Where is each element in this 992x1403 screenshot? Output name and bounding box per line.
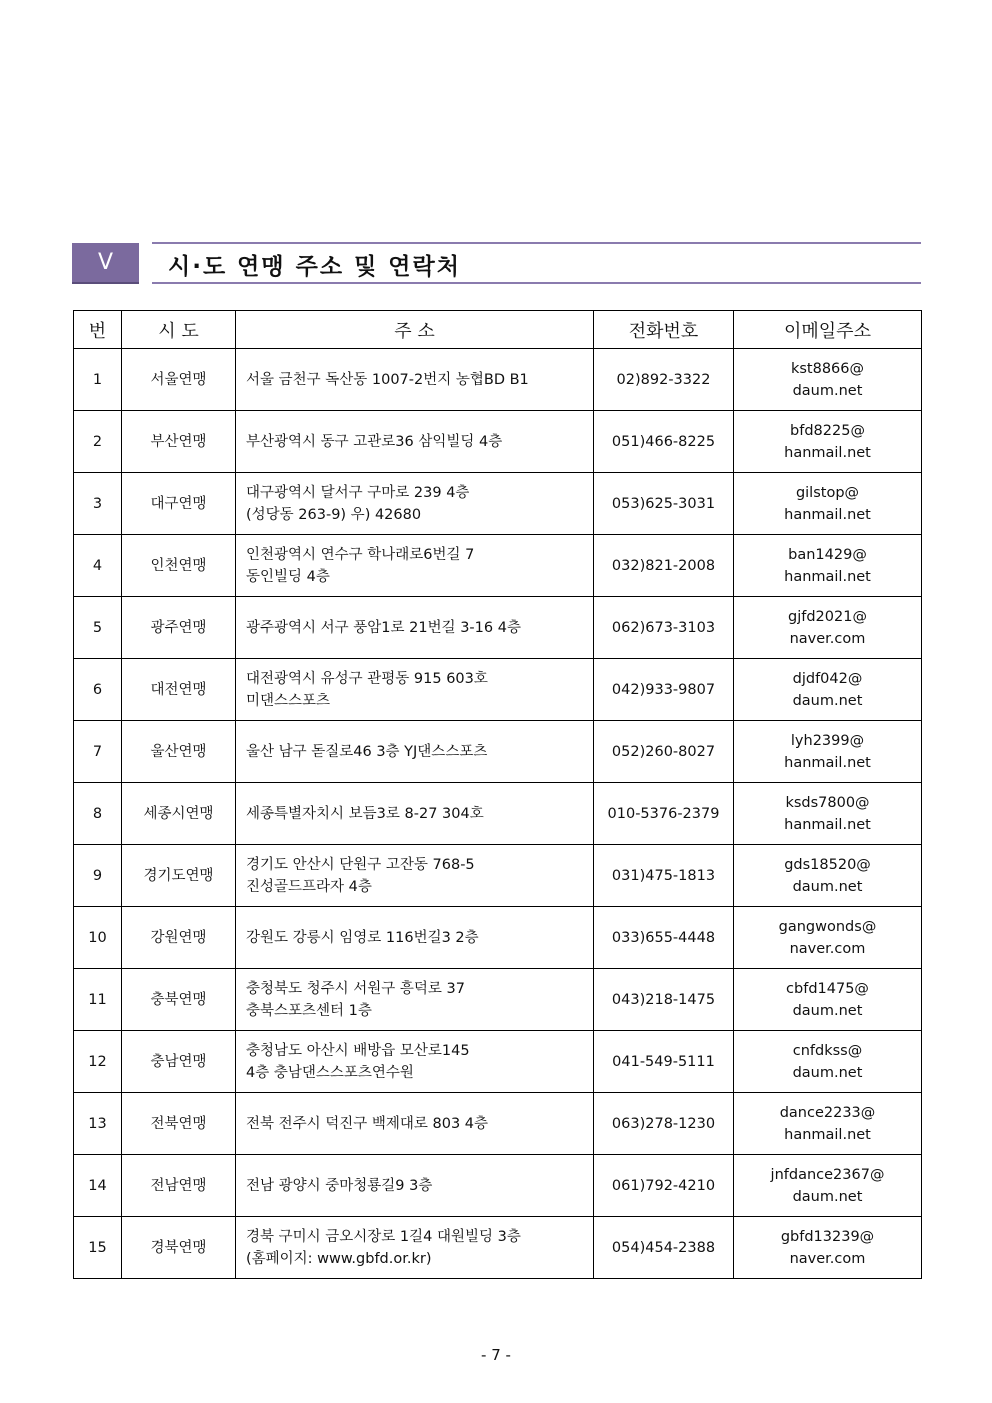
federation-name: 서울연맹 [150, 371, 207, 388]
phone-number: 041-549-5111 [612, 1053, 715, 1070]
cell-phone [594, 1093, 734, 1155]
email-domain: naver.com [789, 940, 866, 957]
address-line-1: 부산광역시 동구 고관로36 삼익빌딩 4층 [246, 433, 503, 450]
cell-phone [594, 783, 734, 845]
email-domain: hanmail.net [784, 816, 871, 833]
email-user: gds18520@ [784, 856, 871, 873]
cell-phone [594, 535, 734, 597]
cell-num [74, 597, 122, 659]
address-line-1: 전남 광양시 중마청룡길9 3층 [246, 1177, 433, 1194]
cell-phone [594, 907, 734, 969]
row-number: 10 [88, 929, 107, 946]
table-row [74, 597, 922, 659]
address-line-1: 경기도 안산시 단원구 고잔동 768-5 [246, 856, 475, 873]
row-number: 9 [92, 867, 103, 884]
row-number: 7 [92, 743, 103, 760]
cell-email [734, 1217, 922, 1279]
table-row [74, 783, 922, 845]
table-row [74, 1217, 922, 1279]
row-number: 8 [92, 805, 103, 822]
contacts-table [73, 310, 922, 1279]
phone-number: 063)278-1230 [611, 1115, 716, 1132]
header-email: 이메일주소 [734, 311, 922, 349]
cell-region [122, 1217, 236, 1279]
row-number: 2 [92, 433, 103, 450]
cell-num [74, 659, 122, 721]
cell-num [74, 1093, 122, 1155]
cell-region [122, 1031, 236, 1093]
cell-region [122, 1155, 236, 1217]
cell-address [236, 907, 594, 969]
row-number: 12 [88, 1053, 107, 1070]
phone-number: 032)821-2008 [611, 557, 716, 574]
cell-num [74, 411, 122, 473]
email-domain: daum.net [792, 1188, 863, 1205]
cell-num [74, 1031, 122, 1093]
address-line-1: 울산 남구 돋질로46 3층 YJ댄스스포츠 [246, 743, 488, 760]
cell-region [122, 659, 236, 721]
address-line-1: 인천광역시 연수구 학나래로6번길 7 [246, 546, 475, 563]
section-header [72, 242, 921, 284]
phone-number: 031)475-1813 [611, 867, 716, 884]
row-number: 5 [92, 619, 103, 636]
cell-address [236, 597, 594, 659]
row-number: 4 [92, 557, 103, 574]
cell-phone [594, 1217, 734, 1279]
phone-number: 02)892-3322 [616, 371, 711, 388]
cell-address [236, 721, 594, 783]
header-address: 주 소 [236, 311, 594, 349]
email-domain: hanmail.net [784, 506, 871, 523]
phone-number: 053)625-3031 [611, 495, 716, 512]
table-row [74, 1093, 922, 1155]
cell-email [734, 969, 922, 1031]
cell-phone [594, 969, 734, 1031]
address-line-2: 충북스포츠센터 1층 [246, 1002, 372, 1019]
phone-number: 052)260-8027 [611, 743, 716, 760]
address-line-2: 4층 충남댄스스포츠연수원 [246, 1064, 414, 1081]
table-body [74, 349, 922, 1279]
email-user: cbfd1475@ [786, 980, 869, 997]
phone-number: 054)454-2388 [611, 1239, 716, 1256]
cell-phone [594, 473, 734, 535]
email-user: djdf042@ [792, 670, 863, 687]
table-row [74, 1155, 922, 1217]
email-user: ban1429@ [788, 546, 867, 563]
cell-address [236, 783, 594, 845]
cell-region [122, 907, 236, 969]
email-domain: hanmail.net [784, 1126, 871, 1143]
cell-phone [594, 597, 734, 659]
address-line-2: 미댄스스포츠 [246, 692, 331, 709]
address-line-1: 대구광역시 달서구 구마로 239 4층 [246, 484, 470, 501]
cell-phone [594, 349, 734, 411]
email-user: bfd8225@ [790, 422, 865, 439]
cell-address [236, 535, 594, 597]
table-row [74, 969, 922, 1031]
federation-name: 세종시연맹 [143, 805, 214, 822]
email-user: kst8866@ [790, 360, 865, 377]
cell-phone [594, 659, 734, 721]
email-user: jnfdance2367@ [770, 1166, 885, 1183]
cell-num [74, 969, 122, 1031]
cell-email [734, 907, 922, 969]
cell-address [236, 1093, 594, 1155]
cell-num [74, 783, 122, 845]
cell-address [236, 473, 594, 535]
table-row [74, 473, 922, 535]
row-number: 13 [88, 1115, 107, 1132]
title-top-rule [152, 242, 921, 244]
email-user: ksds7800@ [785, 794, 870, 811]
phone-number: 043)218-1475 [611, 991, 716, 1008]
cell-address [236, 1217, 594, 1279]
federation-name: 인천연맹 [150, 557, 207, 574]
email-domain: hanmail.net [784, 568, 871, 585]
cell-region [122, 845, 236, 907]
cell-address [236, 1031, 594, 1093]
phone-number: 061)792-4210 [611, 1177, 716, 1194]
row-number: 1 [92, 371, 103, 388]
table-row [74, 349, 922, 411]
address-line-1: 세종특별자치시 보듬3로 8-27 304호 [246, 805, 484, 822]
cell-num [74, 907, 122, 969]
federation-name: 울산연맹 [150, 743, 207, 760]
federation-name: 대전연맹 [150, 681, 207, 698]
title-bottom-rule [152, 282, 921, 284]
cell-email [734, 411, 922, 473]
federation-name: 대구연맹 [150, 495, 207, 512]
email-domain: naver.com [789, 1250, 866, 1267]
cell-phone [594, 411, 734, 473]
cell-email [734, 535, 922, 597]
federation-name: 경기도연맹 [143, 867, 214, 884]
header-num: 번 [74, 311, 122, 349]
page-number: - 7 - [481, 1346, 511, 1364]
cell-num [74, 845, 122, 907]
address-line-1: 경북 구미시 금오시장로 1길4 대원빌딩 3층 [246, 1228, 521, 1245]
cell-phone [594, 1155, 734, 1217]
address-line-2: (홈페이지: www.gbfd.or.kr) [246, 1250, 432, 1267]
cell-address [236, 969, 594, 1031]
header-phone: 전화번호 [594, 311, 734, 349]
email-user: gangwonds@ [778, 918, 877, 935]
email-user: lyh2399@ [790, 732, 865, 749]
federation-name: 전북연맹 [150, 1115, 207, 1132]
phone-number: 033)655-4448 [611, 929, 716, 946]
cell-region [122, 411, 236, 473]
email-user: gjfd2021@ [788, 608, 867, 625]
table-row [74, 659, 922, 721]
row-number: 11 [88, 991, 107, 1008]
cell-region [122, 721, 236, 783]
cell-phone [594, 721, 734, 783]
cell-num [74, 1155, 122, 1217]
email-user: gbfd13239@ [780, 1228, 875, 1245]
cell-region [122, 597, 236, 659]
email-domain: daum.net [792, 1002, 863, 1019]
address-line-1: 강원도 강릉시 임영로 116번길3 2층 [246, 929, 479, 946]
row-number: 15 [88, 1239, 107, 1256]
address-line-2: (성당동 263-9) 우) 42680 [246, 506, 422, 523]
address-line-2: 진성골드프라자 4층 [246, 878, 372, 895]
cell-address [236, 1155, 594, 1217]
email-domain: naver.com [789, 630, 866, 647]
row-number: 6 [92, 681, 103, 698]
cell-num [74, 349, 122, 411]
cell-address [236, 349, 594, 411]
table-header-row [74, 311, 922, 349]
cell-num [74, 473, 122, 535]
federation-name: 전남연맹 [150, 1177, 207, 1194]
phone-number: 051)466-8225 [611, 433, 716, 450]
section-title: 시·도 연맹 주소 및 연락처 [168, 254, 461, 280]
cell-email [734, 1031, 922, 1093]
email-domain: daum.net [792, 382, 863, 399]
cell-num [74, 535, 122, 597]
address-line-2: 동인빌딩 4층 [246, 568, 330, 585]
table-row [74, 845, 922, 907]
phone-number: 010-5376-2379 [607, 805, 720, 822]
cell-email [734, 473, 922, 535]
cell-num [74, 721, 122, 783]
cell-region [122, 473, 236, 535]
cell-email [734, 349, 922, 411]
email-domain: hanmail.net [784, 444, 871, 461]
federation-name: 충남연맹 [150, 1053, 207, 1070]
cell-email [734, 659, 922, 721]
cell-email [734, 845, 922, 907]
cell-email [734, 783, 922, 845]
cell-region [122, 535, 236, 597]
cell-phone [594, 1031, 734, 1093]
email-domain: daum.net [792, 1064, 863, 1081]
cell-address [236, 411, 594, 473]
federation-name: 강원연맹 [150, 929, 207, 946]
table-row [74, 535, 922, 597]
table-row [74, 721, 922, 783]
cell-phone [594, 845, 734, 907]
cell-num [74, 1217, 122, 1279]
cell-region [122, 1093, 236, 1155]
address-line-1: 서울 금천구 독산동 1007-2번지 농협BD B1 [246, 371, 529, 388]
cell-email [734, 1093, 922, 1155]
email-user: dance2233@ [779, 1104, 876, 1121]
email-domain: hanmail.net [784, 754, 871, 771]
federation-name: 광주연맹 [150, 619, 207, 636]
cell-email [734, 1155, 922, 1217]
phone-number: 042)933-9807 [611, 681, 716, 698]
cell-region [122, 783, 236, 845]
email-user: cnfdkss@ [792, 1042, 863, 1059]
table-row [74, 907, 922, 969]
address-line-1: 충청남도 아산시 배방읍 모산로145 [246, 1042, 470, 1059]
address-line-1: 충청북도 청주시 서원구 흥덕로 37 [246, 980, 465, 997]
cell-email [734, 721, 922, 783]
row-number: 14 [88, 1177, 107, 1194]
federation-name: 부산연맹 [150, 433, 207, 450]
email-domain: daum.net [792, 878, 863, 895]
federation-name: 충북연맹 [150, 991, 207, 1008]
cell-region [122, 969, 236, 1031]
address-line-1: 대전광역시 유성구 관평동 915 603호 [246, 670, 488, 687]
row-number: 3 [92, 495, 103, 512]
email-user: gilstop@ [795, 484, 860, 501]
phone-number: 062)673-3103 [611, 619, 716, 636]
address-line-1: 전북 전주시 덕진구 백제대로 803 4층 [246, 1115, 489, 1132]
table-row [74, 1031, 922, 1093]
header-region: 시 도 [122, 311, 236, 349]
cell-address [236, 845, 594, 907]
cell-email [734, 597, 922, 659]
address-line-1: 광주광역시 서구 풍암1로 21번길 3-16 4층 [246, 619, 521, 636]
table-row [74, 411, 922, 473]
cell-region [122, 349, 236, 411]
federation-name: 경북연맹 [150, 1239, 207, 1256]
cell-address [236, 659, 594, 721]
section-badge: V [72, 243, 139, 284]
email-domain: daum.net [792, 692, 863, 709]
